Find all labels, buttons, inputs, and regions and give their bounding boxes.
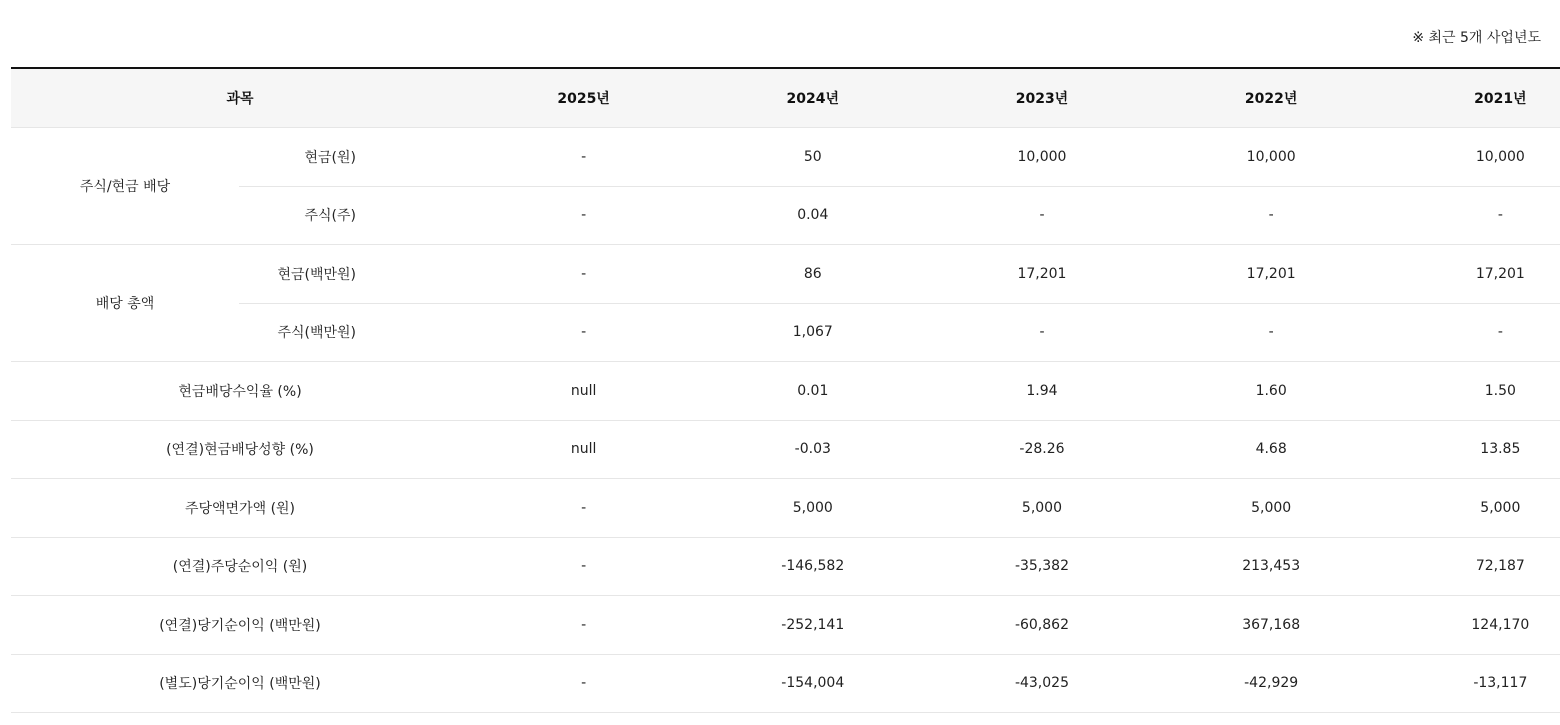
header-year: 2025년 — [469, 68, 698, 128]
cell-value: 1.60 — [1157, 362, 1386, 421]
cell-value: - — [469, 245, 698, 304]
cell-value: 1.50 — [1386, 362, 1560, 421]
cell-value: -43,025 — [927, 654, 1156, 713]
cell-value: 10,000 — [1157, 128, 1386, 187]
table-header-row — [11, 68, 1560, 128]
table-row — [11, 303, 1560, 362]
row-label: (연결)주당순이익 (원) — [11, 537, 469, 596]
cell-value: null — [469, 362, 698, 421]
cell-value: -60,862 — [927, 596, 1156, 655]
cell-value: 213,453 — [1157, 537, 1386, 596]
header-year: 2023년 — [927, 68, 1156, 128]
cell-value: 124,170 — [1386, 596, 1560, 655]
group-label: 배당 총액 — [11, 245, 239, 362]
cell-value: 5,000 — [1157, 479, 1386, 538]
cell-value: 72,187 — [1386, 537, 1560, 596]
row-label: 현금배당수익율 (%) — [11, 362, 469, 421]
table-row — [11, 654, 1560, 713]
cell-value: -13,117 — [1386, 654, 1560, 713]
cell-value: 5,000 — [1386, 479, 1560, 538]
cell-value: - — [469, 654, 698, 713]
row-label: (별도)당기순이익 (백만원) — [11, 654, 469, 713]
table-row — [11, 596, 1560, 655]
cell-value: 0.01 — [698, 362, 927, 421]
cell-value: - — [1157, 186, 1386, 245]
cell-value: 4.68 — [1157, 420, 1386, 479]
header-year: 2022년 — [1157, 68, 1386, 128]
cell-value: 5,000 — [927, 479, 1156, 538]
sub-label: 현금(원) — [239, 128, 469, 187]
sub-label: 주식(백만원) — [239, 303, 469, 362]
cell-value: - — [1386, 186, 1560, 245]
row-label: (연결)현금배당성향 (%) — [11, 420, 469, 479]
cell-value: 10,000 — [927, 128, 1156, 187]
table-row — [11, 128, 1560, 187]
cell-value: - — [469, 596, 698, 655]
table-row — [11, 245, 1560, 304]
cell-value: - — [1386, 303, 1560, 362]
cell-value: - — [469, 303, 698, 362]
table-row — [11, 186, 1560, 245]
cell-value: -35,382 — [927, 537, 1156, 596]
table-row — [11, 362, 1560, 421]
cell-value: -154,004 — [698, 654, 927, 713]
cell-value: -28.26 — [927, 420, 1156, 479]
cell-value: - — [469, 128, 698, 187]
sub-label: 현금(백만원) — [239, 245, 469, 304]
cell-value: - — [927, 186, 1156, 245]
header-year: 2024년 — [698, 68, 927, 128]
cell-value: 17,201 — [1157, 245, 1386, 304]
row-label: (연결)당기순이익 (백만원) — [11, 596, 469, 655]
cell-value: -0.03 — [698, 420, 927, 479]
cell-value: - — [469, 537, 698, 596]
cell-value: 0.04 — [698, 186, 927, 245]
cell-value: 17,201 — [1386, 245, 1560, 304]
group-label: 주식/현금 배당 — [11, 128, 239, 245]
cell-value: 1,067 — [698, 303, 927, 362]
cell-value: -42,929 — [1157, 654, 1386, 713]
header-year: 2021년 — [1386, 68, 1560, 128]
table-row — [11, 537, 1560, 596]
cell-value: 10,000 — [1386, 128, 1560, 187]
table-row — [11, 420, 1560, 479]
sub-label: 주식(주) — [239, 186, 469, 245]
cell-value: - — [469, 479, 698, 538]
cell-value: null — [469, 420, 698, 479]
cell-value: 13.85 — [1386, 420, 1560, 479]
dividend-table — [11, 67, 1560, 713]
cell-value: - — [1157, 303, 1386, 362]
header-subject: 과목 — [11, 68, 469, 128]
row-label: 주당액면가액 (원) — [11, 479, 469, 538]
cell-value: 50 — [698, 128, 927, 187]
cell-value: 367,168 — [1157, 596, 1386, 655]
cell-value: -252,141 — [698, 596, 927, 655]
cell-value: -146,582 — [698, 537, 927, 596]
cell-value: 86 — [698, 245, 927, 304]
dividend-table-container — [11, 67, 1541, 713]
cell-value: - — [927, 303, 1156, 362]
period-note: ※ 최근 5개 사업년도 — [1412, 30, 1541, 46]
cell-value: - — [469, 186, 698, 245]
cell-value: 5,000 — [698, 479, 927, 538]
cell-value: 1.94 — [927, 362, 1156, 421]
cell-value: 17,201 — [927, 245, 1156, 304]
table-row — [11, 479, 1560, 538]
